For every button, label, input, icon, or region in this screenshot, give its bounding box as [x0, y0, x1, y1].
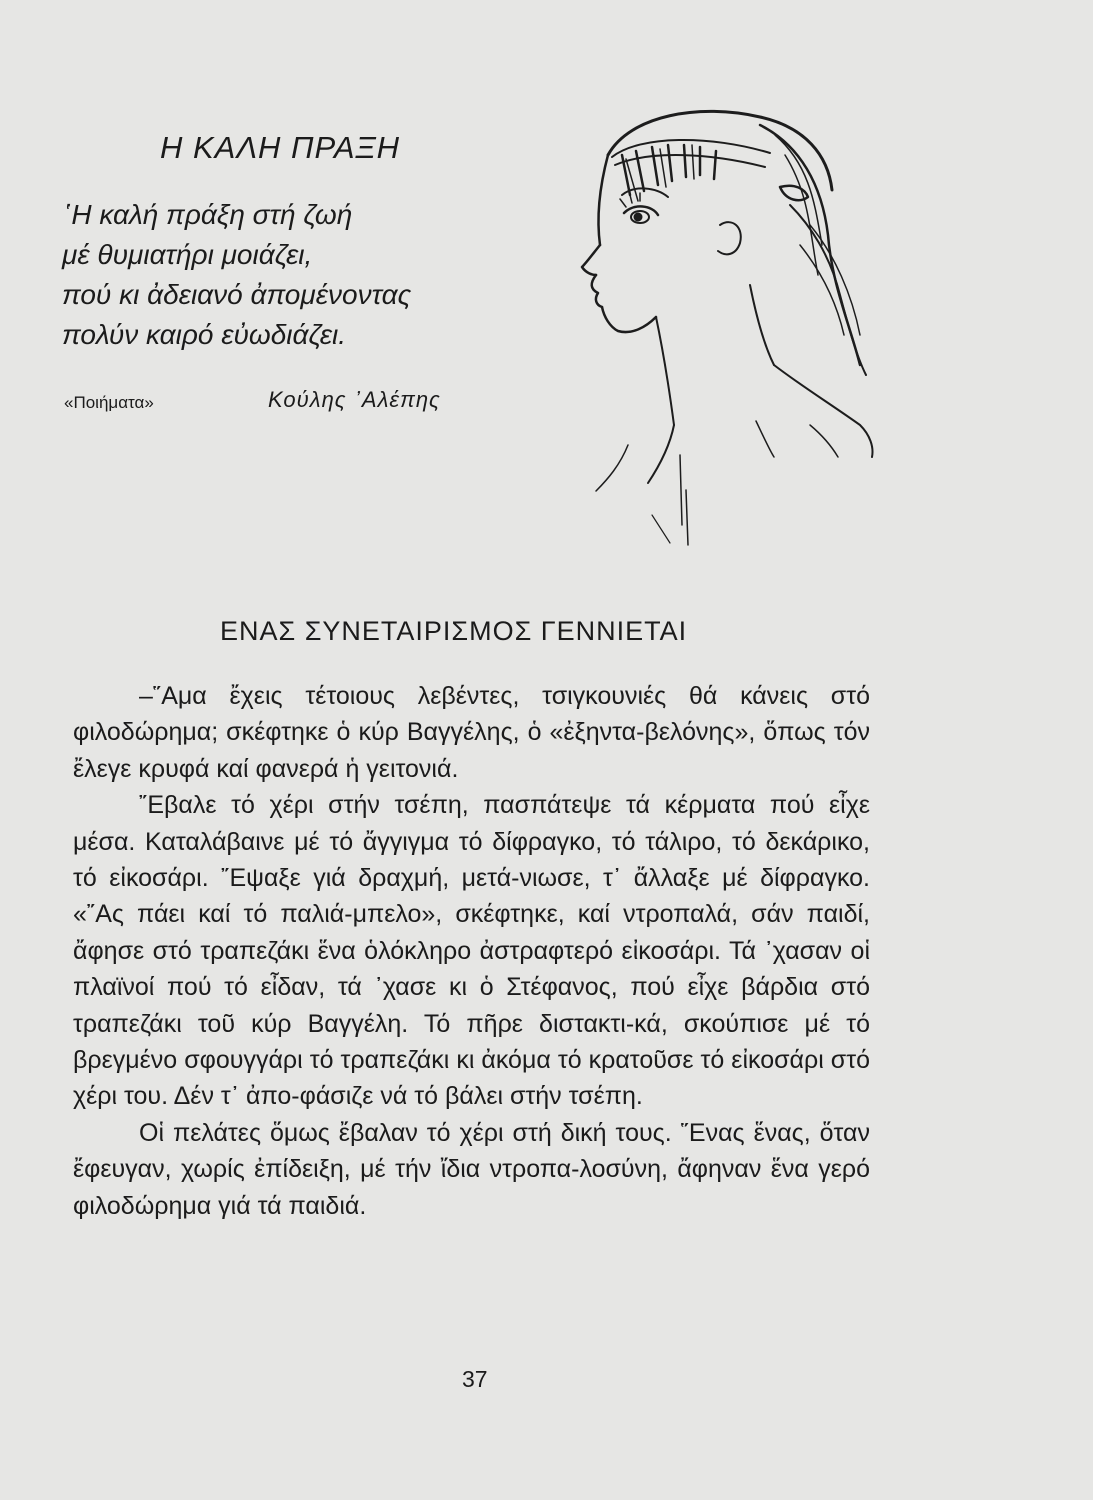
- poem-stanza: [62, 195, 411, 355]
- story-body: [73, 678, 870, 1224]
- poem-line: πολύν καιρό εὐωδιάζει.: [62, 319, 347, 350]
- poem-author: Κούλης ᾿Αλέπης: [268, 387, 441, 412]
- story-paragraph: Οἱ πελάτες ὅμως ἔβαλαν τό χέρι στή δική τους. ῞Ενας ἕνας, ὅταν ἔφευγαν, χωρίς ἐπίδειξη, μέ τήν ἴδια ντροπα-λοσύνη, ἄφηναν ἕνα γερό φιλοδώρημα γιά τά παιδιά.: [73, 1118, 870, 1220]
- page-number: 37: [462, 1366, 488, 1392]
- poem-line: μέ θυμιατήρι μοιάζει,: [62, 239, 313, 270]
- girl-portrait-illustration: [560, 95, 880, 555]
- poem-title: Η ΚΑΛΗ ΠΡΑΞΗ: [160, 130, 401, 165]
- story-paragraph: –῞Αμα ἔχεις τέτοιους λεβέντες, τσιγκουνιές θά κάνεις στό φιλοδώρημα; σκέφτηκε ὁ κύρ Βαγγέλης, ὁ «ἐξηντα-βελόνης», ὅπως τόν ἔλεγε κρυφά καί φανερά ἡ γειτονιά.: [73, 682, 870, 783]
- poem-line: ῾Η καλή πράξη στή ζωή: [62, 199, 353, 230]
- story-title: ΕΝΑΣ ΣΥΝΕΤΑΙΡΙΣΜΟΣ ΓΕΝΝΙΕΤΑΙ: [220, 616, 688, 646]
- story-paragraph: ῎Εβαλε τό χέρι στήν τσέπη, πασπάτεψε τά κέρματα πού εἶχε μέσα. Καταλάβαινε μέ τό ἄγγιγμα τό δίφραγκο, τό τάλιρο, τό δεκάρικο, τό εἰκοσάρι. ῎Εψαξε γιά δραχμή, μετά-νιωσε, τ᾿ ἄλλαξε μέ δίφραγκο. «῎Ας πάει καί τό παλιά-μπελο», σκέφτηκε, καί ντροπαλά, σάν παιδί, ἄφησε στό τραπεζάκι ἕνα ὁλόκληρο ἀστραφτερό εἰκοσάρι. Τά ᾿χασαν οἱ πλαϊνοί πού τό εἶδαν, τά ᾿χασε κι ὁ Στέφανος, πού εἶχε βάρδια στό τραπεζάκι τοῦ κύρ Βαγγέλη. Τό πῆρε διστακτι-κά, σκούπισε μέ τό βρεγμένο σφουγγάρι τό τραπεζάκι κι ἀκόμα τό κρατοῦσε τό εἰκοσάρι στό χέρι του. Δέν τ᾿ ἀπο-φάσιζε νά τό βάλει στήν τσέπη.: [73, 791, 870, 1111]
- poem-source: «Ποιήματα»: [64, 393, 154, 412]
- poem-line: πού κι ἀδειανό ἀπομένοντας: [62, 279, 412, 310]
